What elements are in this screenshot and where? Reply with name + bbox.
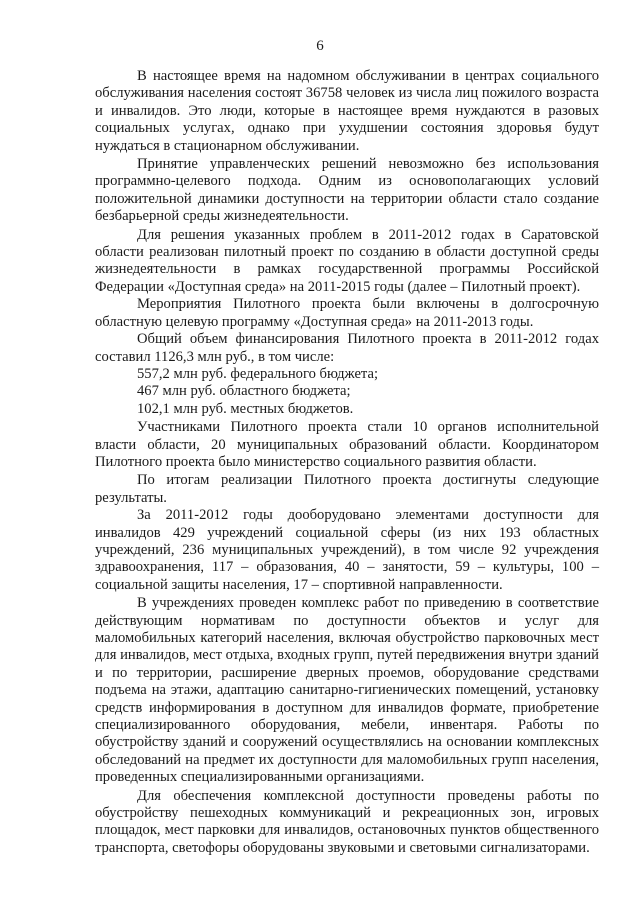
- list-item-local-budgets: 102,1 млн руб. местных бюджетов.: [137, 400, 354, 417]
- paragraph-financing: Общий объем финансирования Пилотного проекта в 2011-2012 годах составил 1126,3 млн руб., в том числе:: [95, 331, 599, 365]
- page-number: 6: [316, 38, 324, 54]
- paragraph-pilot-project: Для решения указанных проблем в 2011-2012 годах в Саратовской области реализован пилотный проект по созданию в области доступной среды жизнедеятельности в рамках государственной программы Российской Федерации «Доступная среда» на 2011-2015 годы (далее – Пилотный проект).: [95, 226, 599, 295]
- paragraph-target-program: Мероприятия Пилотного проекта были включены в долгосрочную областную целевую программу «Доступная среда» на 2011-2013 годы.: [95, 296, 599, 330]
- list-item-federal-budget: 557,2 млн руб. федерального бюджета;: [137, 365, 379, 382]
- paragraph-participants: Участниками Пилотного проекта стали 10 органов исполнительной власти области, 20 муниципальных образований области. Координатором Пилотного проекта было министерство социального развития области.: [95, 419, 599, 470]
- paragraph-results-intro: По итогам реализации Пилотного проекта достигнуты следующие результаты.: [95, 472, 599, 506]
- paragraph-works-complex: В учреждениях проведен комплекс работ по приведению в соответствие действующим нормативам по доступности объектов и услуг для маломобильных категорий населения, включая обустройство парковочных мест для инвалидов, мест отдыха, входных групп, путей передвижения внутри зданий и по территории, расширение дверных проемов, оборудование средствами подъема на этажи, адаптацию санитарно-гигиенических помещений, установку средств информирования в доступном для инвалидов формате, приобретение специализированного оборудования, мебели, инвентаря. Работы по обустройству зданий и сооружений осуществлялись на основании комплексных обследований на предмет их доступности для маломобильных групп населения, проведенных специализированными организациями.: [95, 595, 599, 786]
- document-body: [95, 68, 599, 857]
- paragraph-comprehensive-accessibility: Для обеспечения комплексной доступности проведены работы по обустройству пешеходных коммуникаций и рекреационных зон, игровых площадок, мест парковки для инвалидов, остановочных пунктов общественного транспорта, светофоры оборудованы звуковыми и световыми сигнализаторами.: [95, 787, 599, 856]
- paragraph-institutions-equipped: За 2011-2012 годы дооборудовано элементами доступности для инвалидов 429 учреждений социальной сферы (из них 193 областных учреждений, 236 муниципальных учреждений), в том числе 92 учреждения здравоохранения, 117 – образования, 40 – занятости, 59 – культуры, 100 – социальной защиты населения, 17 – спортивной направленности.: [95, 507, 599, 593]
- paragraph-management-decisions: Принятие управленческих решений невозможно без использования программно-целевого подхода. Одним из основополагающих условий положительной динамики доступности на территории области стало создание безбарьерной среды жизнедеятельности.: [95, 156, 599, 225]
- list-item-regional-budget: 467 млн руб. областного бюджета;: [137, 383, 351, 400]
- paragraph-home-service: В настоящее время на надомном обслуживании в центрах социального обслуживания населения состоят 36758 человек из числа лиц пожилого возраста и инвалидов. Это люди, которые в настоящее время нуждаются в разовых социальных услугах, однако при ухудшении состояния здоровья будут нуждаться в стационарном обслуживании.: [95, 68, 599, 154]
